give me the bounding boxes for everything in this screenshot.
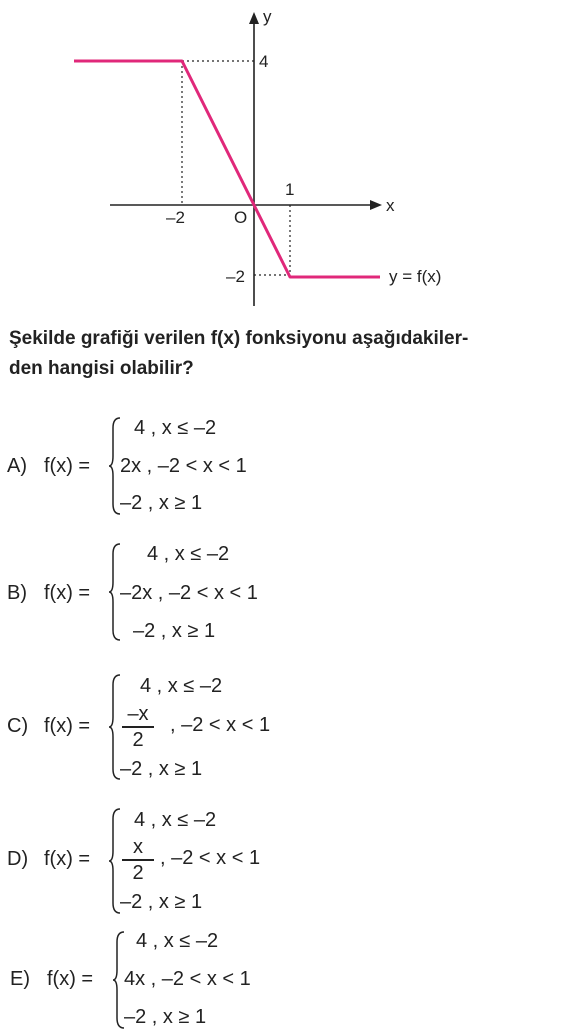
option-b[interactable]: [0, 540, 566, 650]
function-graph: [0, 0, 566, 320]
tick-x-1: 1: [285, 180, 295, 199]
option-fx: f(x) =: [44, 848, 91, 870]
option-c[interactable]: [0, 670, 566, 785]
fraction-denominator: 2: [132, 862, 144, 884]
fraction-numerator: –x: [127, 703, 149, 725]
fraction-bar: [122, 726, 154, 728]
tick-y-4: 4: [259, 52, 269, 71]
case-1: 4 , x ≤ –2: [136, 930, 219, 952]
case-3: –2 , x ≥ 1: [120, 758, 203, 780]
fraction-bar: [122, 859, 154, 861]
question-line-2: den hangisi olabilir?: [9, 358, 194, 379]
x-axis-arrow-icon: [370, 200, 382, 210]
case-2-condition: , –2 < x < 1: [170, 714, 271, 736]
case-3: –2 , x ≥ 1: [120, 891, 203, 913]
option-letter: D): [7, 848, 29, 870]
case-2-fraction: [118, 703, 158, 751]
tick-x-neg2: –2: [166, 208, 185, 227]
case-2: –2x , –2 < x < 1: [120, 582, 258, 604]
option-e[interactable]: [0, 928, 566, 1033]
case-1: 4 , x ≤ –2: [134, 417, 217, 439]
option-fx: f(x) =: [47, 968, 94, 990]
curve-f: [74, 61, 380, 277]
option-letter: E): [10, 968, 30, 990]
option-a[interactable]: [0, 412, 566, 522]
case-2-fraction: [118, 836, 158, 884]
option-d[interactable]: [0, 805, 566, 920]
origin-label: O: [234, 208, 248, 227]
y-axis-arrow-icon: [249, 12, 259, 24]
question-line-1: Şekilde grafiği verilen f(x) fonksiyonu aşağıdakiler-: [9, 328, 469, 349]
option-fx: f(x) =: [44, 455, 91, 477]
question-text: [9, 324, 565, 384]
fraction-denominator: 2: [132, 729, 144, 751]
case-3: –2 , x ≥ 1: [133, 620, 216, 642]
case-1: 4 , x ≤ –2: [147, 543, 230, 565]
fraction-numerator: x: [133, 836, 143, 858]
case-1: 4 , x ≤ –2: [134, 809, 217, 831]
case-3: –2 , x ≥ 1: [120, 492, 203, 514]
case-1: 4 , x ≤ –2: [140, 675, 223, 697]
y-axis-label: y: [263, 7, 272, 26]
x-axis-label: x: [386, 196, 395, 215]
case-2: 4x , –2 < x < 1: [124, 968, 251, 990]
curve-label: y = f(x): [389, 267, 442, 286]
option-fx: f(x) =: [44, 582, 91, 604]
option-fx: f(x) =: [44, 715, 91, 737]
option-letter: C): [7, 715, 29, 737]
tick-y-neg2: –2: [226, 267, 245, 286]
case-2: 2x , –2 < x < 1: [120, 455, 247, 477]
case-3: –2 , x ≥ 1: [124, 1006, 207, 1028]
case-2-condition: , –2 < x < 1: [160, 847, 261, 869]
option-letter: A): [7, 455, 27, 477]
option-letter: B): [7, 582, 27, 604]
